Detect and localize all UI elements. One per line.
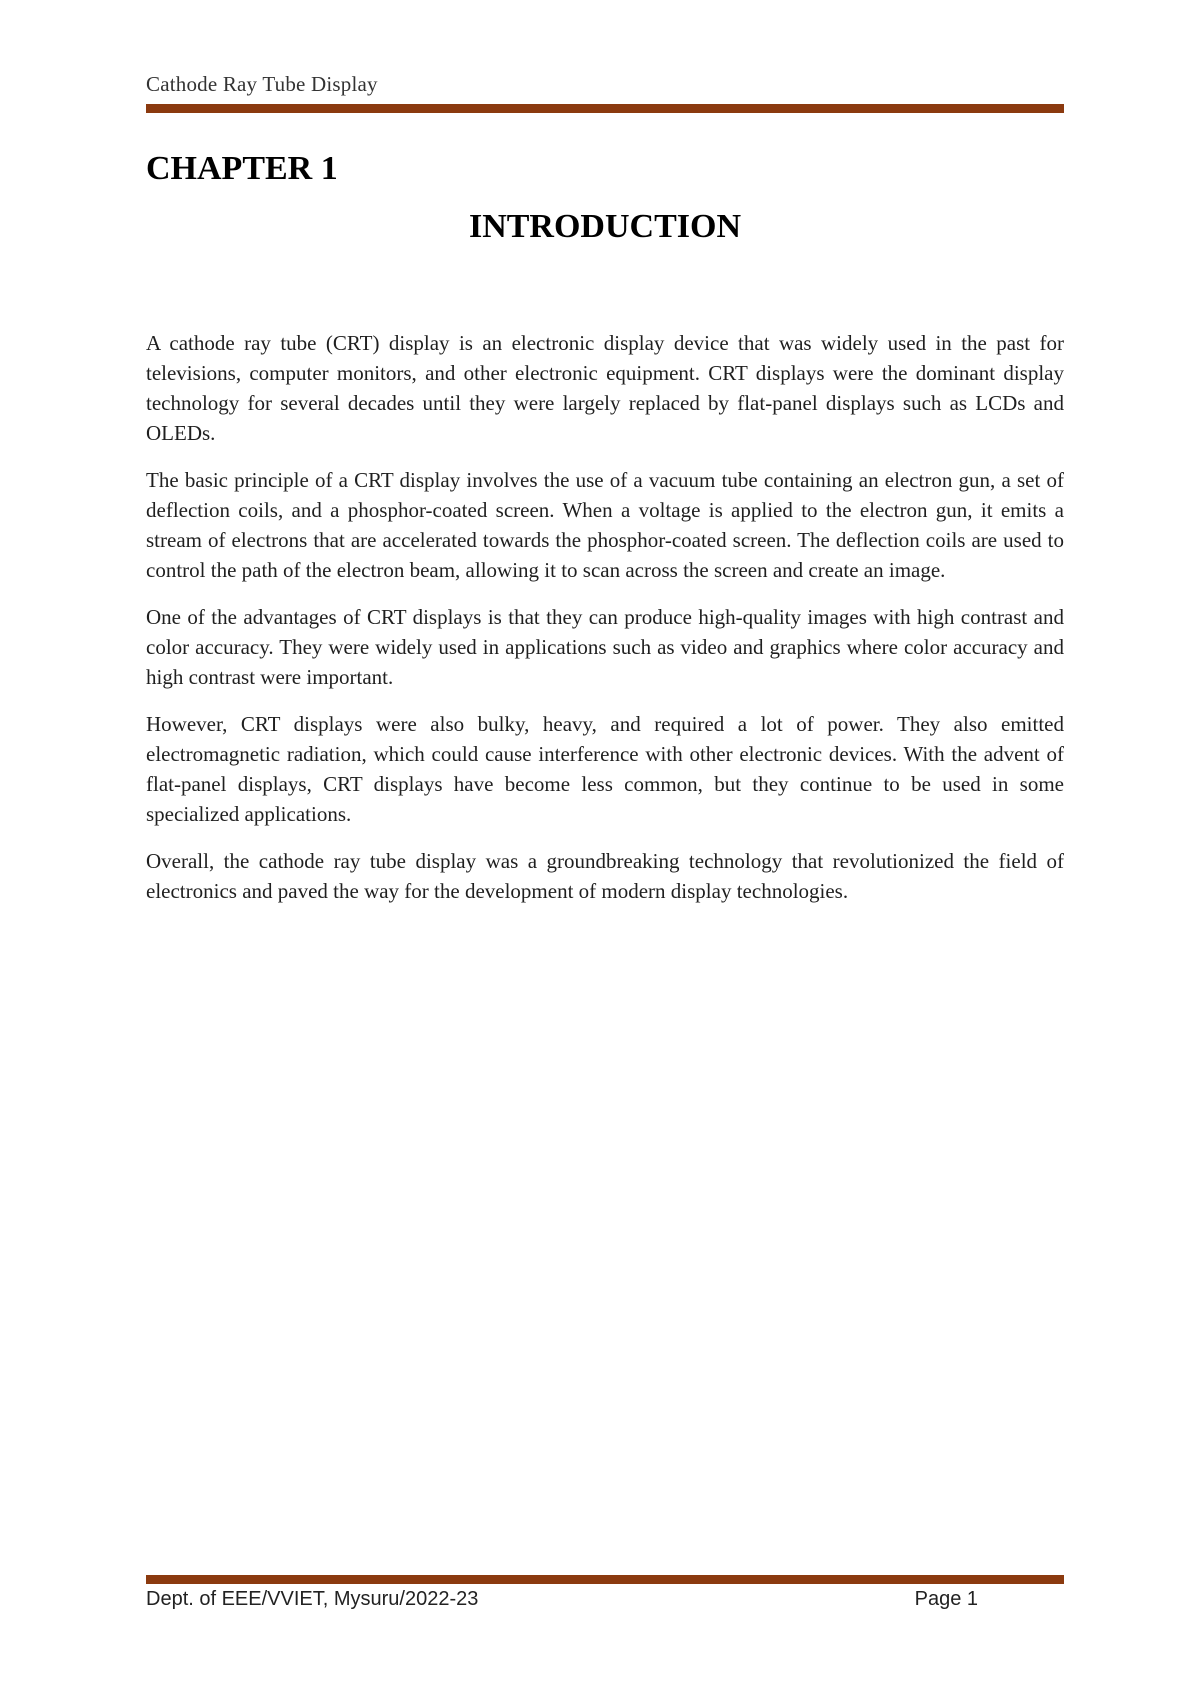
body-text	[146, 328, 1064, 923]
paragraph: The basic principle of a CRT display involves the use of a vacuum tube containing an electron gun, a set of deflection coils, and a phosphor-coated screen. When a voltage is applied to the electron gun, it emits a stream of electrons that are accelerated towards the phosphor-coated screen. The deflection coils are used to control the path of the electron beam, allowing it to scan across the screen and create an image.	[146, 468, 1064, 582]
header-rule	[146, 104, 1064, 113]
footer-department: Dept. of EEE/VVIET, Mysuru/2022-23	[146, 1588, 479, 1610]
running-header: Cathode Ray Tube Display	[146, 72, 378, 96]
paragraph: However, CRT displays were also bulky, heavy, and required a lot of power. They also emitted electromagnetic radiation, which could cause interference with other electronic devices. With the advent of flat-panel displays, CRT displays have become less common, but they continue to be used in some specialized applications.	[146, 712, 1064, 826]
paragraph: A cathode ray tube (CRT) display is an electronic display device that was widely used in the past for televisions, computer monitors, and other electronic equipment. CRT displays were the dominant display technology for several decades until they were largely replaced by flat-panel displays such as LCDs and OLEDs.	[146, 331, 1064, 445]
paragraph: One of the advantages of CRT displays is that they can produce high-quality images with high contrast and color accuracy. They were widely used in applications such as video and graphics where color accuracy and high contrast were important.	[146, 605, 1064, 689]
chapter-title: INTRODUCTION	[468, 208, 742, 245]
page-number: Page 1	[914, 1588, 978, 1610]
chapter-label: CHAPTER 1	[146, 150, 338, 187]
paragraph: Overall, the cathode ray tube display was a groundbreaking technology that revolutionized the field of electronics and paved the way for the development of modern display technologies.	[146, 849, 1064, 903]
footer-rule	[146, 1575, 1064, 1584]
